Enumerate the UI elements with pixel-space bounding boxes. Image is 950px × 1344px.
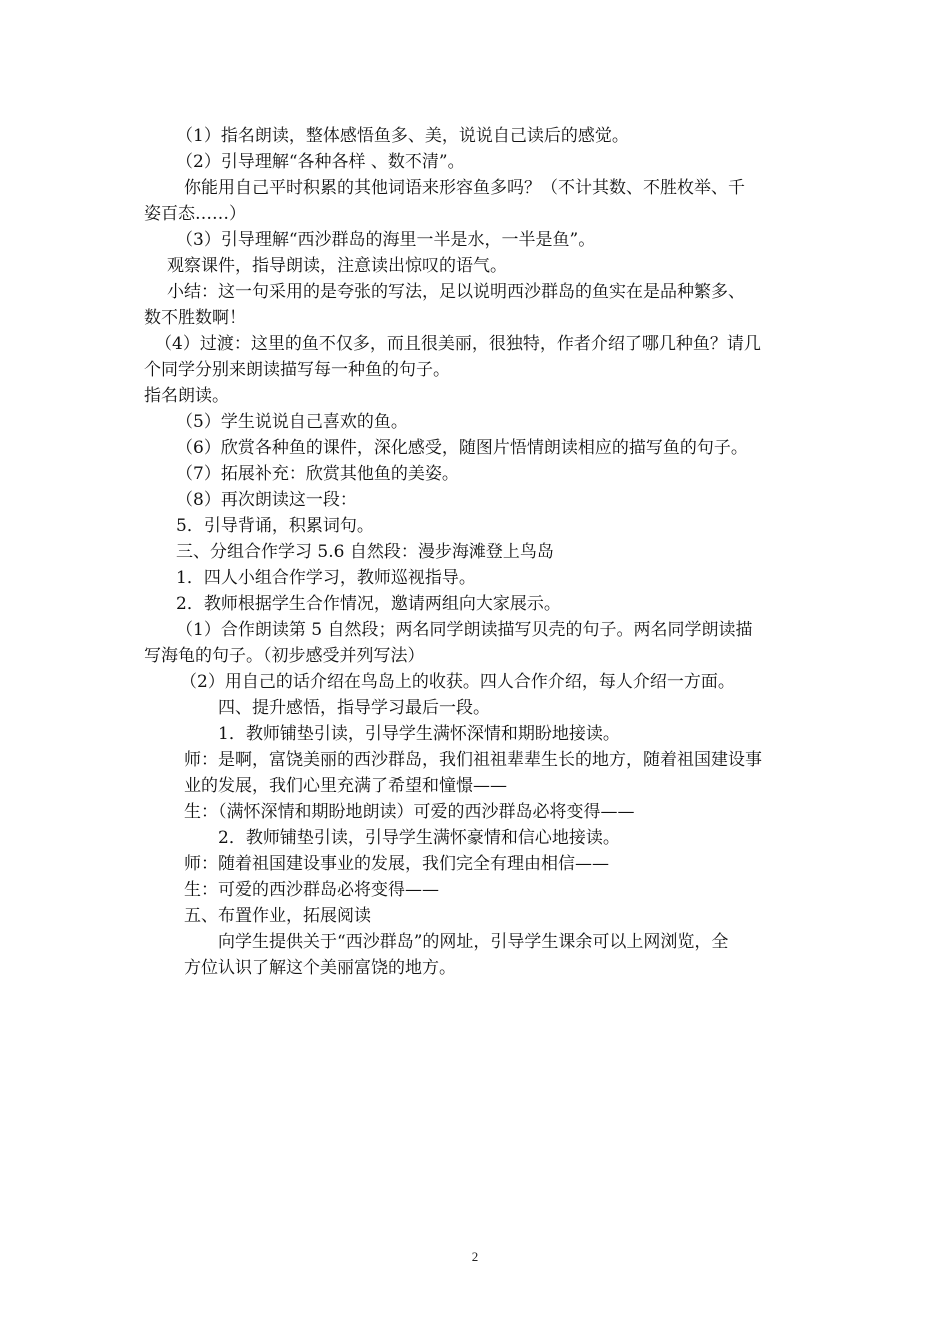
- text-line: （6）欣赏各种鱼的课件，深化感受，随图片悟情朗读相应的描写鱼的句子。: [176, 438, 748, 458]
- text-line: 5．引导背诵，积累词句。: [176, 516, 374, 536]
- text-line: （3）引导理解“西沙群岛的海里一半是水，一半是鱼”。: [176, 230, 596, 250]
- text-line: 数不胜数啊！: [144, 308, 246, 328]
- text-line: 师：随着祖国建设事业的发展，我们完全有理由相信——: [184, 854, 609, 874]
- text-line: 姿百态……）: [144, 204, 246, 224]
- text-line: （7）拓展补充：欣赏其他鱼的美姿。: [176, 464, 459, 484]
- text-line: 个同学分别来朗读描写每一种鱼的句子。: [144, 360, 450, 380]
- text-line: 你能用自己平时积累的其他词语来形容鱼多吗？（不计其数、不胜枚举、千: [184, 178, 745, 198]
- text-line: 1．四人小组合作学习，教师巡视指导。: [176, 568, 476, 588]
- text-line: 向学生提供关于“西沙群岛”的网址，引导学生课余可以上网浏览，全: [218, 932, 729, 952]
- text-line: 四、提升感悟，指导学习最后一段。: [218, 698, 490, 718]
- text-line: （2）引导理解“各种各样 、数不清”。: [176, 152, 465, 172]
- text-line: 三、分组合作学习 5.6 自然段：漫步海滩登上鸟岛: [176, 542, 554, 562]
- text-line: 方位认识了解这个美丽富饶的地方。: [184, 958, 456, 978]
- text-line: 业的发展，我们心里充满了希望和憧憬——: [184, 776, 507, 796]
- text-line: （1）指名朗读，整体感悟鱼多、美，说说自己读后的感觉。: [176, 126, 629, 146]
- text-line: 生：可爱的西沙群岛必将变得——: [184, 880, 439, 900]
- text-line: （8）再次朗读这一段：: [176, 490, 357, 510]
- text-line: 五、布置作业，拓展阅读: [184, 906, 371, 926]
- text-line: 师：是啊，富饶美丽的西沙群岛，我们祖祖辈辈生长的地方，随着祖国建设事: [184, 750, 762, 770]
- text-line: 1．教师铺垫引读，引导学生满怀深情和期盼地接读。: [218, 724, 620, 744]
- text-line: 2．教师根据学生合作情况，邀请两组向大家展示。: [176, 594, 561, 614]
- text-line: 写海龟的句子。（初步感受并列写法）: [144, 646, 425, 666]
- text-line: 指名朗读。: [144, 386, 229, 406]
- text-line: （2）用自己的话介绍在鸟岛上的收获。四人合作介绍，每人介绍一方面。: [180, 672, 735, 692]
- text-line: （5）学生说说自己喜欢的鱼。: [176, 412, 408, 432]
- text-line: 观察课件，指导朗读，注意读出惊叹的语气。: [167, 256, 507, 276]
- text-line: （1）合作朗读第 5 自然段；两名同学朗读描写贝壳的句子。两名同学朗读描: [176, 620, 753, 640]
- text-line: 生：（满怀深情和期盼地朗读）可爱的西沙群岛必将变得——: [184, 802, 635, 822]
- text-line: 小结：这一句采用的是夸张的写法，足以说明西沙群岛的鱼实在是品种繁多、: [167, 282, 745, 302]
- page-number: 2: [471, 1249, 479, 1264]
- text-line: （4）过渡：这里的鱼不仅多，而且很美丽，很独特，作者介绍了哪几种鱼？请几: [155, 334, 761, 354]
- text-line: 2．教师铺垫引读，引导学生满怀豪情和信心地接读。: [218, 828, 620, 848]
